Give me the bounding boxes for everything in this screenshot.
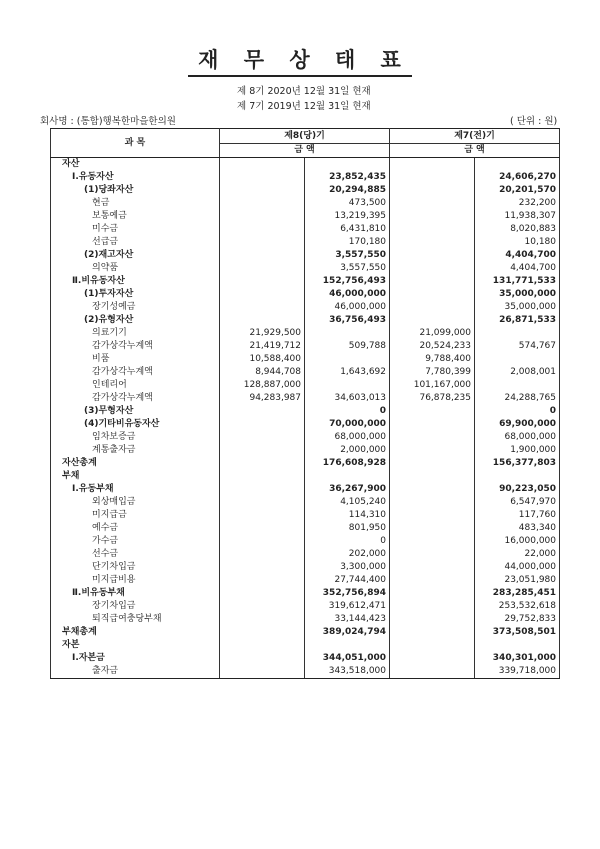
table-row <box>51 522 560 535</box>
account-label: Ⅱ.비유동부채 <box>72 588 125 598</box>
account-cell <box>51 613 220 626</box>
account-cell <box>51 548 220 561</box>
current-detail-cell <box>220 626 305 639</box>
previous-detail-cell <box>390 626 475 639</box>
previous-amount-cell: 23,051,980 <box>475 574 560 587</box>
header-current-period: 제8(당)기 <box>220 129 390 144</box>
account-label: 계통출자금 <box>92 445 136 455</box>
current-detail-cell <box>220 210 305 223</box>
current-amount-cell: 33,144,423 <box>305 613 390 626</box>
account-label: 장기차입금 <box>92 601 136 611</box>
previous-detail-cell <box>390 587 475 600</box>
table-row <box>51 366 560 379</box>
current-amount-cell: 27,744,400 <box>305 574 390 587</box>
previous-detail-cell <box>390 210 475 223</box>
current-amount-cell: 509,788 <box>305 340 390 353</box>
previous-amount-cell: 2,008,001 <box>475 366 560 379</box>
previous-amount-cell: 35,000,000 <box>475 288 560 301</box>
previous-amount-cell: 35,000,000 <box>475 301 560 314</box>
previous-amount-cell: 24,606,270 <box>475 171 560 184</box>
table-row <box>51 249 560 262</box>
header-previous-amount: 금 액 <box>390 144 560 158</box>
previous-amount-cell <box>475 327 560 340</box>
table-row <box>51 457 560 470</box>
current-detail-cell <box>220 665 305 679</box>
current-detail-cell <box>220 197 305 210</box>
current-detail-cell: 21,929,500 <box>220 327 305 340</box>
account-cell <box>51 561 220 574</box>
header-previous-period: 제7(전)기 <box>390 129 560 144</box>
account-cell <box>51 171 220 184</box>
table-row <box>51 379 560 392</box>
account-cell <box>51 392 220 405</box>
previous-amount-cell: 22,000 <box>475 548 560 561</box>
current-amount-cell: 2,000,000 <box>305 444 390 457</box>
document-title: 재 무 상 태 표 <box>0 44 600 74</box>
table-row <box>51 483 560 496</box>
previous-amount-cell: 232,200 <box>475 197 560 210</box>
current-amount-cell: 1,643,692 <box>305 366 390 379</box>
table-row <box>51 353 560 366</box>
current-detail-cell <box>220 470 305 483</box>
account-label: 자본 <box>62 640 80 650</box>
current-amount-cell: 20,294,885 <box>305 184 390 197</box>
company-name: 회사명 : (통합)행복한마을한의원 <box>40 116 176 127</box>
current-amount-cell: 152,756,493 <box>305 275 390 288</box>
current-amount-cell: 3,557,550 <box>305 262 390 275</box>
previous-detail-cell: 101,167,000 <box>390 379 475 392</box>
current-amount-cell: 46,000,000 <box>305 288 390 301</box>
table-row <box>51 262 560 275</box>
current-amount-cell: 343,518,000 <box>305 665 390 679</box>
previous-amount-cell: 44,000,000 <box>475 561 560 574</box>
current-amount-cell: 319,612,471 <box>305 600 390 613</box>
account-label: 가수금 <box>92 536 119 546</box>
account-cell <box>51 457 220 470</box>
table-row <box>51 470 560 483</box>
table-row <box>51 509 560 522</box>
current-amount-cell <box>305 470 390 483</box>
previous-detail-cell <box>390 509 475 522</box>
current-amount-cell: 36,267,900 <box>305 483 390 496</box>
current-amount-cell <box>305 353 390 366</box>
account-label: 단기차입금 <box>92 562 136 572</box>
account-label: 인테리어 <box>92 380 127 390</box>
current-detail-cell <box>220 223 305 236</box>
period-current: 제 8기 2020년 12월 31일 현재 <box>237 86 371 97</box>
previous-detail-cell <box>390 457 475 470</box>
current-amount-cell <box>305 639 390 652</box>
current-amount-cell: 176,608,928 <box>305 457 390 470</box>
previous-detail-cell <box>390 548 475 561</box>
previous-detail-cell <box>390 535 475 548</box>
account-label: 미지급비용 <box>92 575 136 585</box>
account-label: Ⅰ.유동부채 <box>72 484 114 494</box>
previous-detail-cell: 76,878,235 <box>390 392 475 405</box>
account-label: (1)투자자산 <box>84 289 134 299</box>
current-detail-cell <box>220 171 305 184</box>
account-cell <box>51 665 220 679</box>
current-detail-cell <box>220 405 305 418</box>
current-detail-cell: 21,419,712 <box>220 340 305 353</box>
account-label: 자산 <box>62 159 80 169</box>
current-amount-cell: 114,310 <box>305 509 390 522</box>
account-label: Ⅰ.자본금 <box>72 653 105 663</box>
current-amount-cell: 6,431,810 <box>305 223 390 236</box>
previous-amount-cell: 4,404,700 <box>475 262 560 275</box>
table-row <box>51 392 560 405</box>
previous-amount-cell: 26,871,533 <box>475 314 560 327</box>
previous-amount-cell: 8,020,883 <box>475 223 560 236</box>
previous-detail-cell <box>390 405 475 418</box>
previous-amount-cell: 11,938,307 <box>475 210 560 223</box>
account-label: 비품 <box>92 354 110 364</box>
current-detail-cell: 10,588,400 <box>220 353 305 366</box>
table-row <box>51 236 560 249</box>
current-detail-cell <box>220 314 305 327</box>
table-row <box>51 444 560 457</box>
account-label: 현금 <box>92 198 110 208</box>
current-amount-cell: 3,300,000 <box>305 561 390 574</box>
account-label: 선급금 <box>92 237 119 247</box>
previous-detail-cell <box>390 665 475 679</box>
current-amount-cell: 801,950 <box>305 522 390 535</box>
table-row <box>51 301 560 314</box>
current-detail-cell <box>220 431 305 444</box>
account-label: 선수금 <box>92 549 119 559</box>
current-amount-cell: 3,557,550 <box>305 249 390 262</box>
previous-detail-cell <box>390 418 475 431</box>
previous-detail-cell <box>390 431 475 444</box>
current-amount-cell: 36,756,493 <box>305 314 390 327</box>
current-amount-cell <box>305 327 390 340</box>
account-cell <box>51 340 220 353</box>
account-cell <box>51 652 220 665</box>
current-detail-cell <box>220 548 305 561</box>
current-detail-cell <box>220 613 305 626</box>
previous-amount-cell: 90,223,050 <box>475 483 560 496</box>
table-row <box>51 496 560 509</box>
unit-label: ( 단위 : 원) <box>510 116 558 127</box>
current-detail-cell <box>220 496 305 509</box>
account-label: 부채총계 <box>62 627 97 637</box>
current-detail-cell <box>220 236 305 249</box>
table-row <box>51 574 560 587</box>
account-label: Ⅰ.유동자산 <box>72 172 114 182</box>
previous-detail-cell <box>390 483 475 496</box>
table-row <box>51 327 560 340</box>
account-label: (1)당좌자산 <box>84 185 134 195</box>
previous-detail-cell <box>390 574 475 587</box>
account-label: (2)유형자산 <box>84 315 134 325</box>
current-detail-cell <box>220 574 305 587</box>
current-detail-cell <box>220 509 305 522</box>
table-row <box>51 626 560 639</box>
table-row <box>51 587 560 600</box>
current-amount-cell: 473,500 <box>305 197 390 210</box>
account-label: 부채 <box>62 471 80 481</box>
previous-amount-cell: 24,288,765 <box>475 392 560 405</box>
previous-amount-cell <box>475 158 560 172</box>
account-cell <box>51 327 220 340</box>
previous-amount-cell: 339,718,000 <box>475 665 560 679</box>
previous-amount-cell: 29,752,833 <box>475 613 560 626</box>
current-detail-cell <box>220 561 305 574</box>
account-cell <box>51 444 220 457</box>
account-cell <box>51 158 220 172</box>
previous-amount-cell <box>475 379 560 392</box>
previous-detail-cell <box>390 184 475 197</box>
account-label: Ⅱ.비유동자산 <box>72 276 125 286</box>
current-detail-cell <box>220 600 305 613</box>
account-label: (3)무형자산 <box>84 406 134 416</box>
account-label: 예수금 <box>92 523 119 533</box>
current-amount-cell: 0 <box>305 405 390 418</box>
previous-detail-cell <box>390 223 475 236</box>
previous-detail-cell <box>390 639 475 652</box>
header-current-amount: 금 액 <box>220 144 390 158</box>
current-detail-cell <box>220 249 305 262</box>
previous-amount-cell: 6,547,970 <box>475 496 560 509</box>
account-cell <box>51 626 220 639</box>
previous-detail-cell: 7,780,399 <box>390 366 475 379</box>
account-label: 감가상각누계액 <box>92 393 153 403</box>
account-label: 의료기기 <box>92 328 127 338</box>
table-row <box>51 613 560 626</box>
current-detail-cell <box>220 275 305 288</box>
previous-detail-cell <box>390 171 475 184</box>
account-cell <box>51 509 220 522</box>
account-cell <box>51 587 220 600</box>
current-amount-cell: 70,000,000 <box>305 418 390 431</box>
account-label: 감가상각누계액 <box>92 341 153 351</box>
previous-detail-cell <box>390 197 475 210</box>
previous-amount-cell: 483,340 <box>475 522 560 535</box>
account-cell <box>51 418 220 431</box>
previous-amount-cell <box>475 470 560 483</box>
table-row <box>51 639 560 652</box>
account-cell <box>51 379 220 392</box>
current-amount-cell: 389,024,794 <box>305 626 390 639</box>
previous-detail-cell <box>390 600 475 613</box>
account-cell <box>51 574 220 587</box>
account-cell <box>51 600 220 613</box>
previous-amount-cell: 283,285,451 <box>475 587 560 600</box>
previous-detail-cell <box>390 275 475 288</box>
account-cell <box>51 236 220 249</box>
account-label: 임차보증금 <box>92 432 136 442</box>
previous-detail-cell <box>390 444 475 457</box>
previous-amount-cell <box>475 353 560 366</box>
previous-amount-cell: 20,201,570 <box>475 184 560 197</box>
account-cell <box>51 223 220 236</box>
account-cell <box>51 522 220 535</box>
previous-detail-cell: 20,524,233 <box>390 340 475 353</box>
account-cell <box>51 197 220 210</box>
account-label: 외상매입금 <box>92 497 136 507</box>
current-amount-cell: 344,051,000 <box>305 652 390 665</box>
account-cell <box>51 431 220 444</box>
table-row <box>51 340 560 353</box>
previous-amount-cell: 1,900,000 <box>475 444 560 457</box>
previous-amount-cell: 4,404,700 <box>475 249 560 262</box>
account-label: 보통예금 <box>92 211 127 221</box>
current-detail-cell <box>220 288 305 301</box>
previous-detail-cell <box>390 613 475 626</box>
balance-sheet-table <box>50 128 560 679</box>
previous-detail-cell <box>390 301 475 314</box>
table-row <box>51 405 560 418</box>
previous-detail-cell <box>390 262 475 275</box>
current-detail-cell <box>220 587 305 600</box>
current-detail-cell <box>220 444 305 457</box>
table-row <box>51 652 560 665</box>
current-amount-cell: 0 <box>305 535 390 548</box>
previous-amount-cell: 156,377,803 <box>475 457 560 470</box>
current-detail-cell <box>220 483 305 496</box>
current-detail-cell <box>220 158 305 172</box>
previous-amount-cell: 253,532,618 <box>475 600 560 613</box>
current-amount-cell: 170,180 <box>305 236 390 249</box>
current-detail-cell <box>220 652 305 665</box>
table-row <box>51 275 560 288</box>
account-cell <box>51 366 220 379</box>
current-detail-cell: 8,944,708 <box>220 366 305 379</box>
header-account: 과 목 <box>51 129 220 158</box>
previous-detail-cell <box>390 470 475 483</box>
current-detail-cell <box>220 535 305 548</box>
account-label: (4)기타비유동자산 <box>84 419 160 429</box>
account-cell <box>51 301 220 314</box>
account-label: 의약품 <box>92 263 119 273</box>
previous-amount-cell: 340,301,000 <box>475 652 560 665</box>
table-row <box>51 223 560 236</box>
table-row <box>51 288 560 301</box>
account-label: 미지급금 <box>92 510 127 520</box>
current-detail-cell <box>220 184 305 197</box>
account-cell <box>51 405 220 418</box>
current-amount-cell <box>305 379 390 392</box>
previous-amount-cell <box>475 639 560 652</box>
current-amount-cell: 34,603,013 <box>305 392 390 405</box>
previous-detail-cell <box>390 288 475 301</box>
current-detail-cell <box>220 262 305 275</box>
table-row <box>51 210 560 223</box>
current-amount-cell: 13,219,395 <box>305 210 390 223</box>
account-cell <box>51 184 220 197</box>
account-cell <box>51 288 220 301</box>
previous-detail-cell <box>390 249 475 262</box>
previous-amount-cell: 117,760 <box>475 509 560 522</box>
account-cell <box>51 496 220 509</box>
table-row <box>51 314 560 327</box>
previous-detail-cell <box>390 314 475 327</box>
table-row <box>51 418 560 431</box>
current-amount-cell: 23,852,435 <box>305 171 390 184</box>
account-cell <box>51 639 220 652</box>
previous-amount-cell: 373,508,501 <box>475 626 560 639</box>
account-cell <box>51 262 220 275</box>
account-label: 출자금 <box>92 666 119 676</box>
table-row <box>51 535 560 548</box>
account-label: 퇴직급여충당부채 <box>92 614 162 624</box>
current-detail-cell <box>220 457 305 470</box>
current-detail-cell <box>220 418 305 431</box>
current-amount-cell: 4,105,240 <box>305 496 390 509</box>
account-cell <box>51 314 220 327</box>
current-detail-cell <box>220 522 305 535</box>
current-amount-cell: 46,000,000 <box>305 301 390 314</box>
table-row <box>51 171 560 184</box>
table-row <box>51 561 560 574</box>
table-row <box>51 197 560 210</box>
previous-amount-cell: 68,000,000 <box>475 431 560 444</box>
current-detail-cell <box>220 301 305 314</box>
current-amount-cell: 352,756,894 <box>305 587 390 600</box>
previous-detail-cell: 9,788,400 <box>390 353 475 366</box>
previous-detail-cell <box>390 236 475 249</box>
previous-detail-cell <box>390 522 475 535</box>
account-label: (2)재고자산 <box>84 250 134 260</box>
account-cell <box>51 535 220 548</box>
table-row <box>51 184 560 197</box>
previous-detail-cell <box>390 158 475 172</box>
table-row <box>51 548 560 561</box>
account-cell <box>51 249 220 262</box>
account-label: 장기성예금 <box>92 302 136 312</box>
previous-detail-cell <box>390 652 475 665</box>
current-amount-cell: 68,000,000 <box>305 431 390 444</box>
previous-amount-cell: 131,771,533 <box>475 275 560 288</box>
previous-detail-cell: 21,099,000 <box>390 327 475 340</box>
current-amount-cell <box>305 158 390 172</box>
previous-amount-cell: 16,000,000 <box>475 535 560 548</box>
previous-amount-cell: 69,900,000 <box>475 418 560 431</box>
account-cell <box>51 275 220 288</box>
previous-amount-cell: 0 <box>475 405 560 418</box>
account-cell <box>51 353 220 366</box>
table-row <box>51 158 560 172</box>
account-label: 감가상각누계액 <box>92 367 153 377</box>
current-detail-cell <box>220 639 305 652</box>
account-label: 미수금 <box>92 224 119 234</box>
previous-amount-cell: 10,180 <box>475 236 560 249</box>
table-row <box>51 665 560 679</box>
current-amount-cell: 202,000 <box>305 548 390 561</box>
table-row <box>51 600 560 613</box>
previous-detail-cell <box>390 496 475 509</box>
current-detail-cell: 128,887,000 <box>220 379 305 392</box>
previous-amount-cell: 574,767 <box>475 340 560 353</box>
previous-detail-cell <box>390 561 475 574</box>
current-detail-cell: 94,283,987 <box>220 392 305 405</box>
account-cell <box>51 483 220 496</box>
account-cell <box>51 210 220 223</box>
account-label: 자산총계 <box>62 458 97 468</box>
period-previous: 제 7기 2019년 12월 31일 현재 <box>237 101 371 112</box>
table-row <box>51 431 560 444</box>
account-cell <box>51 470 220 483</box>
